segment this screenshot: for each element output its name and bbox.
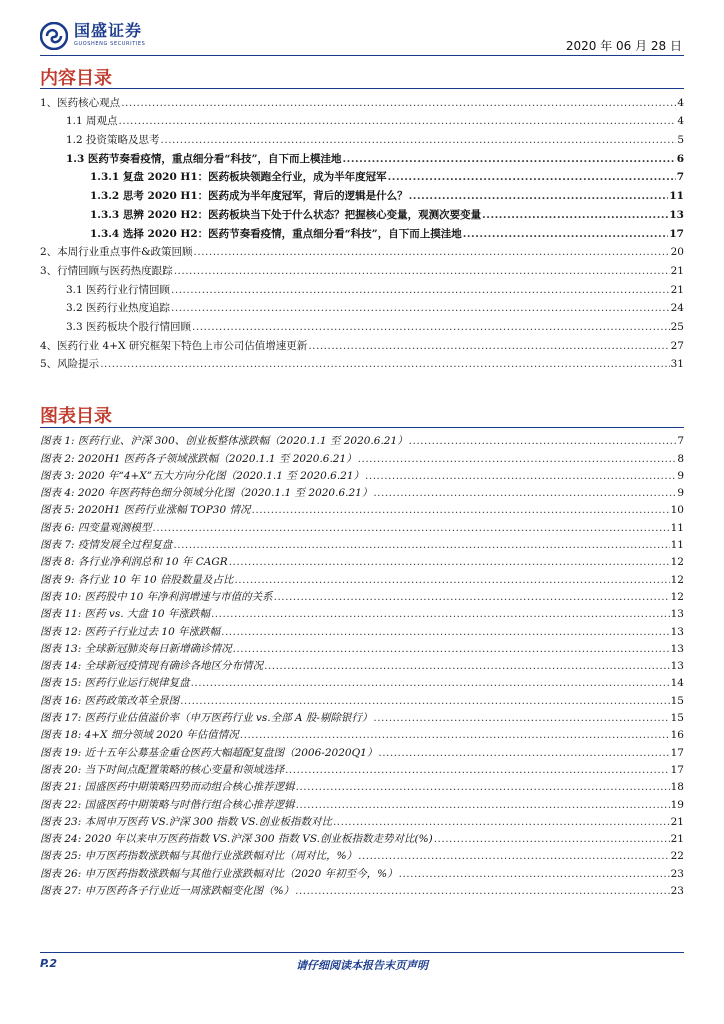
- figure-entry-label: 图表 23: 本周申万医药 VS.沪深 300 指数 VS.创业板指数对比: [40, 815, 332, 828]
- leader-dots: [295, 885, 670, 898]
- figure-entry-page: 12: [670, 590, 684, 603]
- leader-dots: [409, 435, 677, 448]
- figure-entry-page: 13: [670, 660, 684, 673]
- toc-entry-label: 1.3.1 复盘 2020 H1：医药板块领跑全行业，成为半年度冠军: [90, 171, 387, 184]
- figure-entry-label: 图表 12: 医药子行业过去 10 年涨跌幅: [40, 625, 221, 638]
- leader-dots: [173, 539, 669, 552]
- figure-entry[interactable]: [40, 535, 684, 552]
- figure-entry[interactable]: [40, 517, 684, 534]
- leader-dots: [358, 453, 677, 466]
- toc-entry-label: 3.2 医药行业热度追踪: [66, 302, 171, 315]
- leader-dots: [399, 868, 670, 881]
- figure-entry-label: 图表 17: 医药行业估值溢价率（申万医药行业 vs.全部 A 股-剔除银行）: [40, 712, 373, 725]
- toc-entry[interactable]: [40, 241, 684, 260]
- figure-entry-page: 23: [670, 885, 684, 898]
- toc-entry[interactable]: [40, 203, 684, 222]
- figure-entry-label: 图表 21: 国盛医药中期策略四势而动组合核心推荐逻辑: [40, 781, 295, 794]
- toc-entry-page: 6: [676, 152, 684, 165]
- toc-entry[interactable]: [40, 259, 684, 278]
- figure-entry-label: 图表 1: 医药行业、沪深 300、创业板整体涨跌幅（2020.1.1 至 2020.6.21）: [40, 435, 408, 448]
- leader-dots: [211, 608, 670, 621]
- page-header: [40, 22, 684, 56]
- figure-entry-label: 图表 16: 医药政策改革全景图: [40, 694, 180, 707]
- toc-entry-page: 13: [669, 208, 684, 221]
- figure-entry-page: 13: [670, 608, 684, 621]
- leader-dots: [192, 321, 670, 334]
- toc-entry-page: 7: [676, 171, 684, 184]
- toc-entry[interactable]: [40, 278, 684, 297]
- leader-dots: [252, 504, 670, 517]
- figure-entry[interactable]: [40, 483, 684, 500]
- disclaimer-note: 请仔细阅读本报告末页声明: [296, 959, 428, 972]
- figure-entry[interactable]: [40, 673, 684, 690]
- figure-entry[interactable]: [40, 656, 684, 673]
- leader-dots: [373, 712, 669, 725]
- toc-entry-label: 1、医药核心观点: [40, 96, 121, 109]
- figure-entry-page: 12: [670, 573, 684, 586]
- figure-entry-label: 图表 10: 医药股中 10 年净利润增速与市值的关系: [40, 590, 273, 603]
- figure-entry[interactable]: [40, 725, 684, 742]
- figure-entry-page: 17: [670, 763, 684, 776]
- figure-entry[interactable]: [40, 431, 684, 448]
- figure-entry-page: 9: [677, 487, 684, 500]
- figure-entry[interactable]: [40, 587, 684, 604]
- toc-entry[interactable]: [40, 315, 684, 334]
- figure-entry[interactable]: [40, 812, 684, 829]
- toc-entry-page: 21: [670, 264, 684, 277]
- toc-entry[interactable]: [40, 184, 684, 203]
- leader-dots: [308, 340, 669, 353]
- figure-entry-page: 19: [670, 798, 684, 811]
- leader-dots: [285, 764, 670, 777]
- figure-entry-page: 10: [670, 504, 684, 517]
- company-name-en: GUOSHENG SECURITIES: [74, 41, 146, 47]
- figure-entry-page: 23: [670, 867, 684, 880]
- figure-entry-label: 图表 24: 2020 年以来申万医药指数 VS.沪深 300 指数 VS.创业板指数走势对比(%): [40, 833, 433, 846]
- leader-dots: [365, 470, 676, 483]
- figure-entry-label: 图表 13: 全球新冠肺炎每日新增确诊情况: [40, 642, 232, 655]
- leader-dots: [100, 358, 669, 371]
- figure-entry-page: 9: [677, 469, 684, 482]
- toc-entry-page: 20: [670, 246, 684, 259]
- toc-title: 内容目录: [40, 68, 112, 89]
- leader-dots: [194, 246, 670, 259]
- toc-entry[interactable]: [40, 334, 684, 353]
- leader-dots: [388, 171, 676, 184]
- figure-entry-label: 图表 22: 国盛医药中期策略与时偕行组合核心推荐逻辑: [40, 798, 295, 811]
- leader-dots: [434, 833, 670, 846]
- figure-entry-page: 22: [670, 850, 684, 863]
- toc-entry-label: 2、本周行业重点事件&政策回顾: [40, 246, 193, 259]
- toc-entry[interactable]: [40, 353, 684, 372]
- figure-entry[interactable]: [40, 690, 684, 707]
- figure-entry-page: 12: [670, 556, 684, 569]
- figure-entry-label: 图表 25: 申万医药指数涨跌幅与其他行业涨跌幅对比（周对比，%）: [40, 850, 358, 863]
- toc-entry-page: 21: [670, 283, 684, 296]
- figure-entry-page: 8: [677, 452, 684, 465]
- toc-entry-label: 3.3 医药板块个股行情回顾: [66, 320, 192, 333]
- table-of-contents: [40, 91, 684, 371]
- figure-entry[interactable]: [40, 448, 684, 465]
- leader-dots: [378, 747, 669, 760]
- figure-entry[interactable]: [40, 777, 684, 794]
- toc-entry-page: 4: [677, 96, 684, 109]
- leader-dots: [274, 591, 670, 604]
- toc-entry[interactable]: [40, 147, 684, 166]
- figure-entry[interactable]: [40, 466, 684, 483]
- figure-entry-page: 17: [670, 746, 684, 759]
- figure-entry-page: 13: [670, 625, 684, 638]
- leader-dots: [482, 209, 668, 222]
- figure-entry-label: 图表 15: 医药行业运行规律复盘: [40, 677, 190, 690]
- toc-entry-label: 4、医药行业 4+X 研究框架下特色上市公司估值增速更新: [40, 339, 308, 352]
- toc-entry[interactable]: [40, 128, 684, 147]
- figure-entry[interactable]: [40, 794, 684, 811]
- leader-dots: [161, 134, 677, 147]
- figure-entry-label: 图表 6: 四变量观测模型: [40, 521, 152, 534]
- company-name: 国盛证券: [74, 21, 143, 40]
- leader-dots: [221, 626, 670, 639]
- company-logo-icon: [40, 22, 68, 50]
- toc-entry[interactable]: [40, 222, 684, 241]
- toc-entry[interactable]: [40, 91, 684, 110]
- figure-entry-label: 图表 8: 各行业净利润总和 10 年 CAGR: [40, 556, 228, 569]
- report-date: 2020 年 06 月 28 日: [565, 39, 682, 53]
- toc-entry-page: 27: [670, 339, 684, 352]
- figure-entry-label: 图表 9: 各行业 10 年 10 倍股数量及占比: [40, 573, 234, 586]
- toc-entry-page: 17: [669, 227, 684, 240]
- figures-title-divider: [40, 427, 684, 428]
- leader-dots: [229, 556, 670, 569]
- leader-dots: [296, 799, 670, 812]
- leader-dots: [171, 302, 670, 315]
- figure-entry-label: 图表 20: 当下时间点配置策略的核心变量和领域选择: [40, 763, 285, 776]
- leader-dots: [180, 695, 670, 708]
- figure-entry-label: 图表 26: 申万医药指数涨跌幅与其他行业涨跌幅对比（2020 年初至今，%）: [40, 867, 398, 880]
- figure-entry[interactable]: [40, 829, 684, 846]
- figure-entry-page: 11: [670, 521, 684, 534]
- figure-entry-page: 14: [670, 677, 684, 690]
- leader-dots: [409, 190, 669, 203]
- figure-entry-page: 21: [670, 815, 684, 828]
- leader-dots: [264, 660, 670, 673]
- header-divider: [40, 55, 684, 56]
- toc-entry-label: 1.1 周观点: [66, 115, 118, 128]
- leader-dots: [240, 729, 670, 742]
- toc-entry-label: 3.1 医药行业行情回顾: [66, 283, 171, 296]
- figure-entry-label: 图表 2: 2020H1 医药各子领域涨跌幅（2020.1.1 至 2020.6.21）: [40, 452, 357, 465]
- figure-entry[interactable]: [40, 708, 684, 725]
- leader-dots: [171, 284, 670, 297]
- figure-entry-label: 图表 14: 全球新冠疫情现有确诊各地区分布情况: [40, 660, 264, 673]
- leader-dots: [234, 574, 669, 587]
- leader-dots: [373, 487, 676, 500]
- leader-dots: [174, 265, 670, 278]
- figure-entry-label: 图表 11: 医药 vs. 大盘 10 年涨跌幅: [40, 608, 210, 621]
- leader-dots: [233, 643, 670, 656]
- toc-entry-label: 3、行情回顾与医药热度跟踪: [40, 264, 173, 277]
- figure-entry-page: 15: [670, 712, 684, 725]
- figure-entry[interactable]: [40, 552, 684, 569]
- toc-entry[interactable]: [40, 110, 684, 129]
- figure-entry-page: 13: [670, 642, 684, 655]
- leader-dots: [121, 97, 676, 110]
- page-number: P.2: [40, 957, 58, 970]
- figure-entry-page: 16: [670, 729, 684, 742]
- toc-entry-label: 1.3.2 思考 2020 H1：医药成为半年度冠军，背后的逻辑是什么？: [90, 190, 408, 203]
- leader-dots: [343, 153, 676, 166]
- toc-entry-page: 25: [670, 320, 684, 333]
- toc-entry-label: 5、风险提示: [40, 358, 100, 371]
- figure-entry-label: 图表 18: 4+X 细分领域 2020 年估值情况: [40, 729, 239, 742]
- leader-dots: [463, 228, 669, 241]
- figure-entry-label: 图表 5: 2020H1 医药行业涨幅 TOP30 情况: [40, 504, 251, 517]
- toc-entry-page: 24: [670, 302, 684, 315]
- figure-entry[interactable]: [40, 621, 684, 638]
- figure-entry-page: 7: [677, 435, 684, 448]
- company-logo: [40, 22, 145, 52]
- figure-entry[interactable]: [40, 742, 684, 759]
- toc-entry-page: 5: [677, 134, 684, 147]
- toc-entry-label: 1.3.4 选择 2020 H2：医药节奏看疫情，重点细分看“科技”，自下而上摸洼地: [90, 227, 462, 240]
- figure-entry[interactable]: [40, 604, 684, 621]
- figure-entry[interactable]: [40, 863, 684, 880]
- figure-entry-label: 图表 19: 近十五年公募基金重仓医药大幅超配复盘图（2006-2020Q1）: [40, 746, 378, 759]
- leader-dots: [119, 115, 677, 128]
- leader-dots: [333, 816, 670, 829]
- figure-entry[interactable]: [40, 569, 684, 586]
- figure-entry[interactable]: [40, 639, 684, 656]
- toc-entry-page: 31: [670, 358, 684, 371]
- figure-entry[interactable]: [40, 500, 684, 517]
- figure-entry-label: 图表 3: 2020 年“4+X”五大方向分化图（2020.1.1 至 2020.6.21）: [40, 469, 365, 482]
- figure-entry[interactable]: [40, 846, 684, 863]
- figure-entry-page: 21: [670, 833, 684, 846]
- leader-dots: [296, 781, 670, 794]
- figure-entry-page: 11: [670, 539, 684, 552]
- figure-entry-label: 图表 7: 疫情发展全过程复盘: [40, 539, 173, 552]
- figure-entry-label: 图表 27: 申万医药各子行业近一周涨跌幅变化图（%）: [40, 885, 295, 898]
- toc-entry-label: 1.3 医药节奏看疫情，重点细分看“科技”，自下而上模洼地: [66, 152, 342, 165]
- figure-list: [40, 431, 684, 898]
- figure-entry-page: 15: [670, 694, 684, 707]
- figure-entry[interactable]: [40, 881, 684, 898]
- toc-entry-label: 1.3.3 思辨 2020 H2：医药板块当下处于什么状态？把握核心变量，观测次要变量: [90, 208, 482, 221]
- leader-dots: [152, 522, 669, 535]
- toc-entry[interactable]: [40, 166, 684, 185]
- leader-dots: [191, 677, 670, 690]
- figure-entry[interactable]: [40, 760, 684, 777]
- toc-entry-page: 4: [677, 115, 684, 128]
- toc-entry-label: 1.2 投资策略及思考: [66, 134, 160, 147]
- toc-entry-page: 11: [669, 190, 684, 203]
- figures-title: 图表目录: [40, 406, 112, 427]
- figure-entry-label: 图表 4: 2020 年医药特色细分领域分化图（2020.1.1 至 2020.6.21）: [40, 487, 373, 500]
- toc-entry[interactable]: [40, 297, 684, 316]
- figure-entry-page: 18: [670, 781, 684, 794]
- footer-divider: [40, 952, 684, 953]
- leader-dots: [358, 850, 670, 863]
- toc-title-divider: [40, 88, 684, 89]
